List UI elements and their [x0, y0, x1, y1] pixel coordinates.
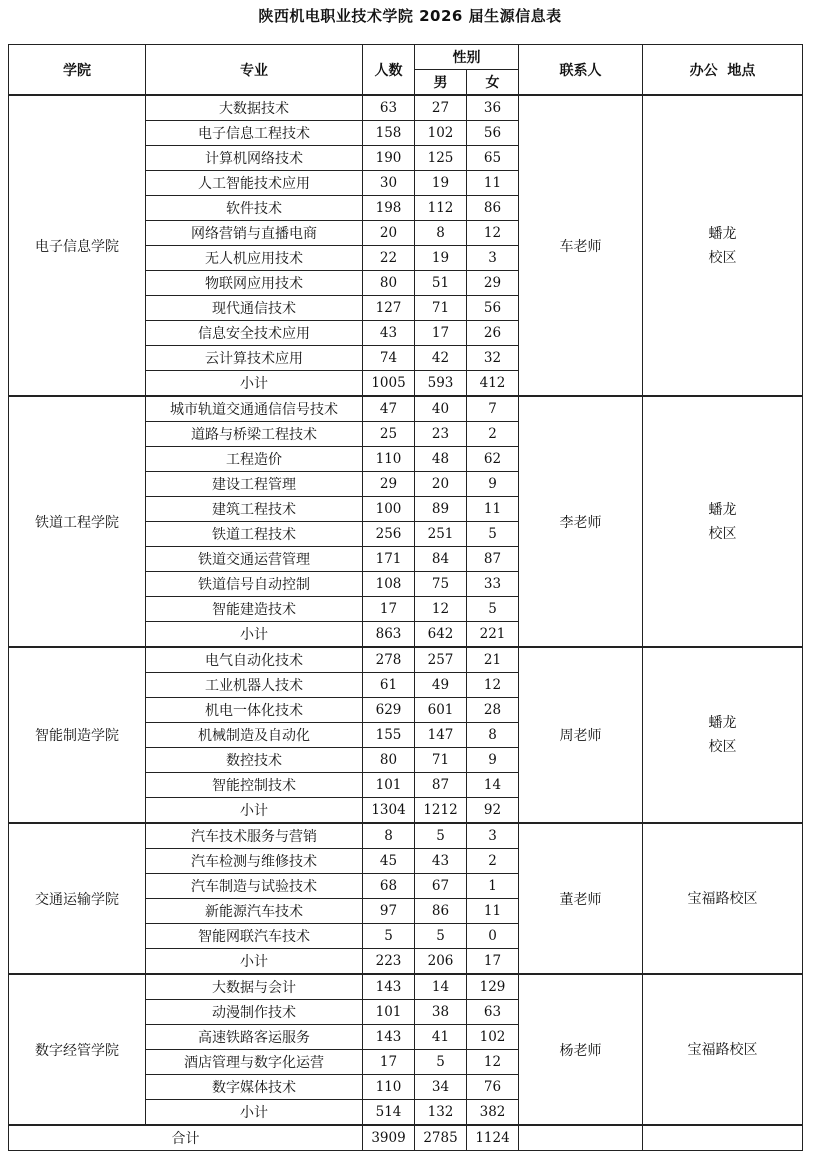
office-location: [643, 647, 803, 823]
major-cell: 数控技术: [146, 748, 363, 773]
major-cell: 物联网应用技术: [146, 271, 363, 296]
total-label: 合计: [9, 1125, 363, 1151]
major-cell: 智能建造技术: [146, 597, 363, 622]
header-college: 学院: [9, 45, 146, 96]
male-cell: 40: [415, 396, 467, 422]
female-cell: 17: [467, 949, 519, 975]
male-cell: 5: [415, 924, 467, 949]
female-cell: 0: [467, 924, 519, 949]
header-office: 办公 地点: [643, 45, 803, 96]
female-cell: 32: [467, 346, 519, 371]
count-cell: 80: [363, 271, 415, 296]
male-cell: 1212: [415, 798, 467, 824]
major-cell: 铁道工程技术: [146, 522, 363, 547]
count-cell: 45: [363, 849, 415, 874]
male-cell: 125: [415, 146, 467, 171]
major-cell: 小计: [146, 949, 363, 975]
header-gender: 性别: [415, 45, 519, 70]
office-location-line: 校区: [708, 249, 737, 266]
female-cell: 36: [467, 95, 519, 121]
female-cell: 221: [467, 622, 519, 648]
count-cell: 8: [363, 823, 415, 849]
count-cell: 171: [363, 547, 415, 572]
female-cell: 3: [467, 246, 519, 271]
major-cell: 云计算技术应用: [146, 346, 363, 371]
count-cell: 143: [363, 1025, 415, 1050]
female-cell: 65: [467, 146, 519, 171]
female-cell: 3: [467, 823, 519, 849]
male-cell: 42: [415, 346, 467, 371]
male-cell: 19: [415, 246, 467, 271]
count-cell: 17: [363, 1050, 415, 1075]
major-cell: 人工智能技术应用: [146, 171, 363, 196]
contact-person: 周老师: [519, 647, 643, 823]
count-cell: 110: [363, 1075, 415, 1100]
male-cell: 102: [415, 121, 467, 146]
male-cell: 8: [415, 221, 467, 246]
major-cell: 工程造价: [146, 447, 363, 472]
male-cell: 71: [415, 296, 467, 321]
female-cell: 11: [467, 171, 519, 196]
count-cell: 61: [363, 673, 415, 698]
male-cell: 19: [415, 171, 467, 196]
female-cell: 28: [467, 698, 519, 723]
total-count: 3909: [363, 1125, 415, 1151]
female-cell: 5: [467, 597, 519, 622]
page-title: 陕西机电职业技术学院 2026 届生源信息表: [258, 7, 562, 25]
male-cell: 601: [415, 698, 467, 723]
male-cell: 147: [415, 723, 467, 748]
count-cell: 1005: [363, 371, 415, 397]
female-cell: 12: [467, 673, 519, 698]
major-cell: 城市轨道交通通信信号技术: [146, 396, 363, 422]
female-cell: 412: [467, 371, 519, 397]
total-female: 1124: [467, 1125, 519, 1151]
header-contact: 联系人: [519, 45, 643, 96]
major-cell: 机电一体化技术: [146, 698, 363, 723]
female-cell: 63: [467, 1000, 519, 1025]
header-male: 男: [415, 70, 467, 96]
female-cell: 12: [467, 221, 519, 246]
female-cell: 21: [467, 647, 519, 673]
contact-person: 董老师: [519, 823, 643, 974]
count-cell: 47: [363, 396, 415, 422]
female-cell: 102: [467, 1025, 519, 1050]
total-row: [9, 1125, 803, 1151]
college-name: 交通运输学院: [9, 823, 146, 974]
male-cell: 49: [415, 673, 467, 698]
college-name: 电子信息学院: [9, 95, 146, 396]
male-cell: 43: [415, 849, 467, 874]
major-cell: 小计: [146, 622, 363, 648]
major-cell: 铁道信号自动控制: [146, 572, 363, 597]
major-cell: 无人机应用技术: [146, 246, 363, 271]
male-cell: 67: [415, 874, 467, 899]
female-cell: 9: [467, 748, 519, 773]
table-row: [9, 974, 803, 1000]
contact-person: 杨老师: [519, 974, 643, 1125]
major-cell: 工业机器人技术: [146, 673, 363, 698]
major-cell: 铁道交通运营管理: [146, 547, 363, 572]
count-cell: 278: [363, 647, 415, 673]
major-cell: 汽车制造与试验技术: [146, 874, 363, 899]
count-cell: 110: [363, 447, 415, 472]
table-body: [9, 95, 803, 1125]
male-cell: 38: [415, 1000, 467, 1025]
major-cell: 现代通信技术: [146, 296, 363, 321]
major-cell: 小计: [146, 1100, 363, 1126]
office-location: [643, 974, 803, 1125]
table-row: [9, 823, 803, 849]
female-cell: 86: [467, 196, 519, 221]
male-cell: 34: [415, 1075, 467, 1100]
male-cell: 206: [415, 949, 467, 975]
female-cell: 62: [467, 447, 519, 472]
table-header: [9, 45, 803, 96]
college-name: 铁道工程学院: [9, 396, 146, 647]
count-cell: 17: [363, 597, 415, 622]
male-cell: 112: [415, 196, 467, 221]
count-cell: 63: [363, 95, 415, 121]
count-cell: 80: [363, 748, 415, 773]
count-cell: 127: [363, 296, 415, 321]
major-cell: 电子信息工程技术: [146, 121, 363, 146]
count-cell: 158: [363, 121, 415, 146]
male-cell: 75: [415, 572, 467, 597]
male-cell: 51: [415, 271, 467, 296]
count-cell: 143: [363, 974, 415, 1000]
major-cell: 小计: [146, 371, 363, 397]
count-cell: 629: [363, 698, 415, 723]
female-cell: 2: [467, 422, 519, 447]
male-cell: 132: [415, 1100, 467, 1126]
major-cell: 建筑工程技术: [146, 497, 363, 522]
count-cell: 25: [363, 422, 415, 447]
major-cell: 汽车技术服务与营销: [146, 823, 363, 849]
count-cell: 190: [363, 146, 415, 171]
male-cell: 5: [415, 823, 467, 849]
male-cell: 27: [415, 95, 467, 121]
office-location-line: 校区: [708, 525, 737, 542]
female-cell: 8: [467, 723, 519, 748]
male-cell: 642: [415, 622, 467, 648]
count-cell: 97: [363, 899, 415, 924]
count-cell: 863: [363, 622, 415, 648]
contact-person: 李老师: [519, 396, 643, 647]
male-cell: 84: [415, 547, 467, 572]
header-count: 人数: [363, 45, 415, 96]
major-cell: 大数据与会计: [146, 974, 363, 1000]
office-location: [643, 396, 803, 647]
major-cell: 高速铁路客运服务: [146, 1025, 363, 1050]
male-cell: 14: [415, 974, 467, 1000]
office-location-line: 宝福路校区: [687, 1041, 758, 1058]
female-cell: 87: [467, 547, 519, 572]
major-cell: 机械制造及自动化: [146, 723, 363, 748]
count-cell: 20: [363, 221, 415, 246]
count-cell: 256: [363, 522, 415, 547]
female-cell: 129: [467, 974, 519, 1000]
table-row: [9, 396, 803, 422]
major-cell: 道路与桥梁工程技术: [146, 422, 363, 447]
total-blank-contact: [519, 1125, 643, 1151]
female-cell: 12: [467, 1050, 519, 1075]
count-cell: 68: [363, 874, 415, 899]
major-cell: 智能网联汽车技术: [146, 924, 363, 949]
major-cell: 酒店管理与数字化运营: [146, 1050, 363, 1075]
female-cell: 11: [467, 497, 519, 522]
office-location-line: 蟠龙: [708, 225, 737, 242]
male-cell: 87: [415, 773, 467, 798]
major-cell: 动漫制作技术: [146, 1000, 363, 1025]
office-location-line: 校区: [708, 739, 737, 755]
major-cell: 建设工程管理: [146, 472, 363, 497]
male-cell: 17: [415, 321, 467, 346]
male-cell: 86: [415, 899, 467, 924]
count-cell: 43: [363, 321, 415, 346]
male-cell: 48: [415, 447, 467, 472]
female-cell: 1: [467, 874, 519, 899]
female-cell: 9: [467, 472, 519, 497]
student-source-table: [8, 44, 803, 1151]
count-cell: 514: [363, 1100, 415, 1126]
count-cell: 101: [363, 773, 415, 798]
total-male: 2785: [415, 1125, 467, 1151]
female-cell: 92: [467, 798, 519, 824]
major-cell: 小计: [146, 798, 363, 824]
female-cell: 56: [467, 121, 519, 146]
count-cell: 155: [363, 723, 415, 748]
contact-person: 车老师: [519, 95, 643, 396]
female-cell: 14: [467, 773, 519, 798]
female-cell: 382: [467, 1100, 519, 1126]
header-female: 女: [467, 70, 519, 96]
major-cell: 网络营销与直播电商: [146, 221, 363, 246]
college-name: 数字经管学院: [9, 974, 146, 1125]
male-cell: 41: [415, 1025, 467, 1050]
female-cell: 33: [467, 572, 519, 597]
office-location: [643, 95, 803, 396]
major-cell: 计算机网络技术: [146, 146, 363, 171]
count-cell: 29: [363, 472, 415, 497]
major-cell: 汽车检测与维修技术: [146, 849, 363, 874]
male-cell: 593: [415, 371, 467, 397]
male-cell: 12: [415, 597, 467, 622]
office-location-line: 宝福路校区: [687, 890, 758, 907]
total-blank-office: [643, 1125, 803, 1151]
female-cell: 2: [467, 849, 519, 874]
office-location-line: 蟠龙: [708, 501, 737, 518]
header-major: 专业: [146, 45, 363, 96]
female-cell: 5: [467, 522, 519, 547]
major-cell: 智能控制技术: [146, 773, 363, 798]
major-cell: 数字媒体技术: [146, 1075, 363, 1100]
table-row: [9, 647, 803, 673]
count-cell: 198: [363, 196, 415, 221]
count-cell: 30: [363, 171, 415, 196]
male-cell: 71: [415, 748, 467, 773]
count-cell: 101: [363, 1000, 415, 1025]
male-cell: 251: [415, 522, 467, 547]
major-cell: 新能源汽车技术: [146, 899, 363, 924]
count-cell: 223: [363, 949, 415, 975]
male-cell: 5: [415, 1050, 467, 1075]
count-cell: 5: [363, 924, 415, 949]
major-cell: 大数据技术: [146, 95, 363, 121]
major-cell: 软件技术: [146, 196, 363, 221]
male-cell: 23: [415, 422, 467, 447]
female-cell: 76: [467, 1075, 519, 1100]
count-cell: 22: [363, 246, 415, 271]
male-cell: 89: [415, 497, 467, 522]
college-name: 智能制造学院: [9, 647, 146, 823]
female-cell: 7: [467, 396, 519, 422]
table-row: [9, 95, 803, 121]
count-cell: 1304: [363, 798, 415, 824]
male-cell: 257: [415, 647, 467, 673]
male-cell: 20: [415, 472, 467, 497]
office-location: [643, 823, 803, 974]
female-cell: 11: [467, 899, 519, 924]
major-cell: 信息安全技术应用: [146, 321, 363, 346]
female-cell: 26: [467, 321, 519, 346]
female-cell: 29: [467, 271, 519, 296]
count-cell: 108: [363, 572, 415, 597]
count-cell: 100: [363, 497, 415, 522]
major-cell: 电气自动化技术: [146, 647, 363, 673]
table-footer: [9, 1125, 803, 1151]
office-location-line: 蟠龙: [708, 715, 737, 731]
female-cell: 56: [467, 296, 519, 321]
count-cell: 74: [363, 346, 415, 371]
